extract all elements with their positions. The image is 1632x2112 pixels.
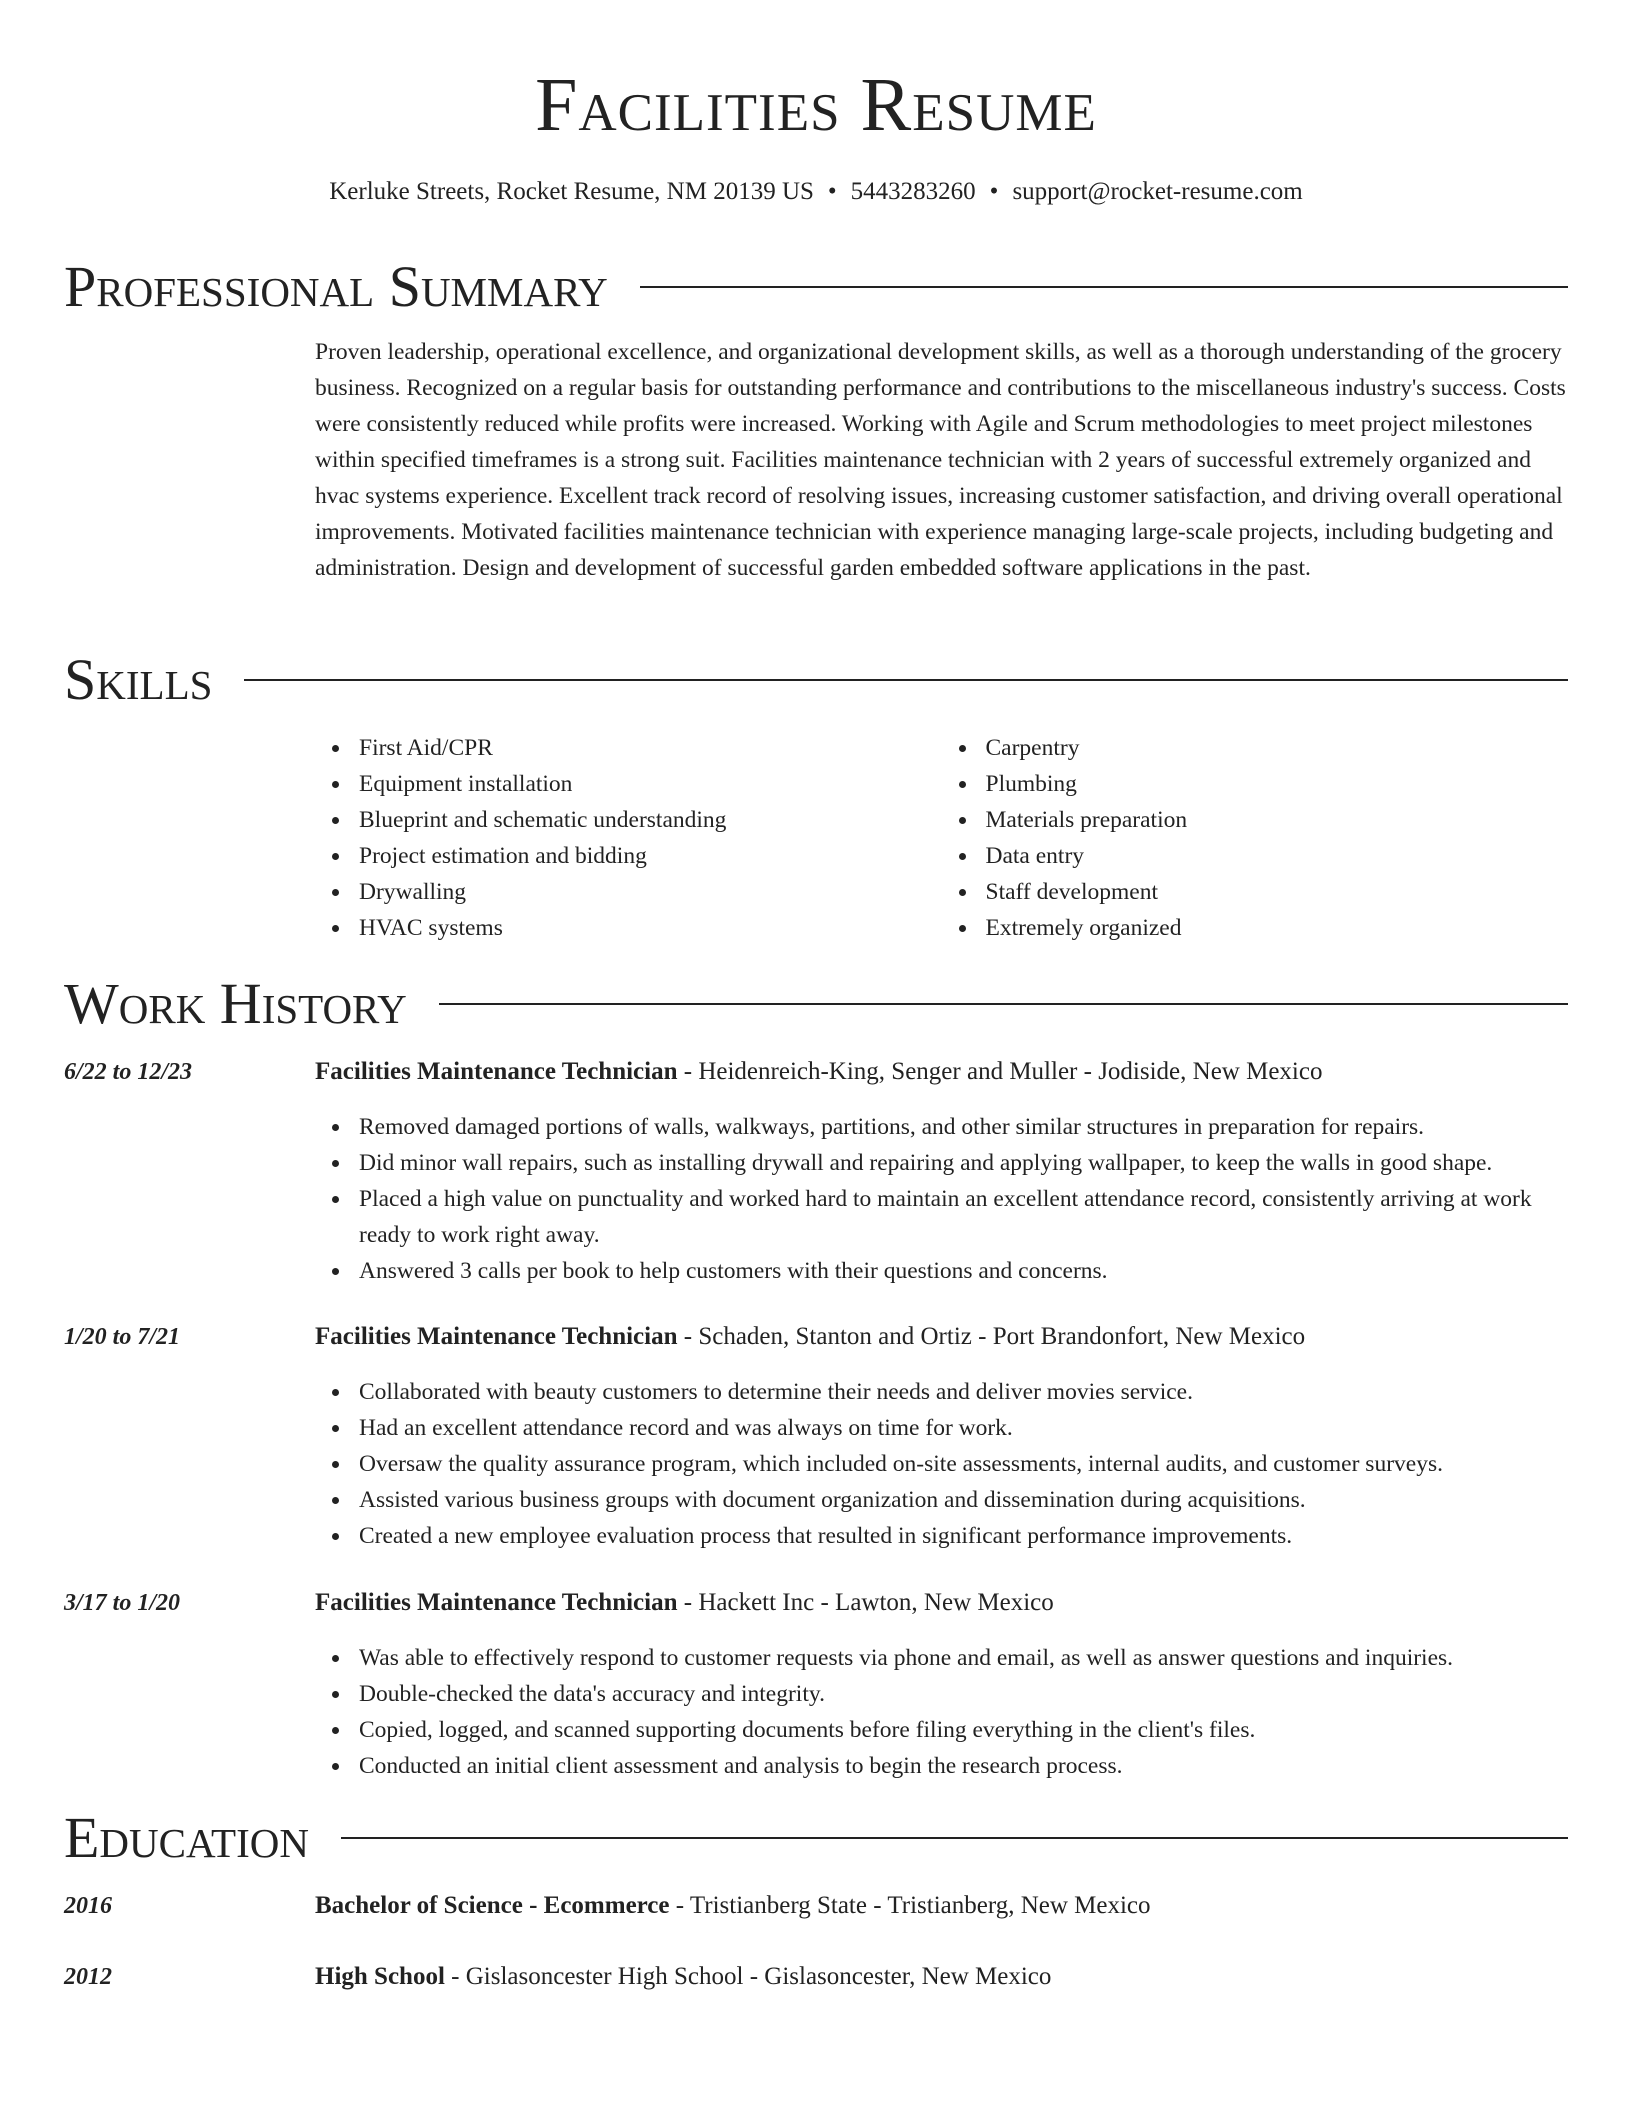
section-divider [244, 679, 1568, 681]
education-degree: High School [315, 1963, 445, 1990]
skill-item: Drywalling [359, 874, 942, 910]
skill-item: Plumbing [986, 766, 1569, 802]
job-bullet: Assisted various business groups with document organization and dissemination during acquisitions. [359, 1482, 1575, 1518]
job-bullet: Answered 3 calls per book to help customers with their questions and concerns. [359, 1253, 1575, 1289]
skill-item: Blueprint and schematic understanding [359, 802, 942, 838]
job-bullets [315, 1374, 1575, 1554]
work-section-heading [64, 972, 1568, 1036]
job-bullets [315, 1640, 1575, 1784]
skills-left-list [315, 730, 942, 946]
job-bullet: Copied, logged, and scanned supporting documents before filing everything in the client's files. [359, 1712, 1575, 1748]
contact-phone: 5443283260 [850, 178, 976, 205]
job-dates: 3/17 to 1/20 [64, 1590, 181, 1616]
education-year: 2016 [64, 1893, 112, 1919]
education-year: 2012 [64, 1964, 112, 1990]
job-bullet: Double-checked the data's accuracy and integrity. [359, 1676, 1575, 1712]
work-heading: Work History [64, 971, 407, 1036]
job-dates: 6/22 to 12/23 [64, 1059, 193, 1085]
job-dates: 1/20 to 7/21 [64, 1324, 181, 1350]
job-bullet: Created a new employee evaluation process that resulted in significant performance improvements. [359, 1518, 1575, 1554]
job-bullet: Removed damaged portions of walls, walkways, partitions, and other similar structures in preparation for repairs. [359, 1109, 1575, 1145]
resume-page [64, 0, 1568, 1990]
job-title: Facilities Maintenance Technician [315, 1323, 678, 1350]
education-line [315, 1959, 1051, 1995]
skills-section-heading [64, 648, 1568, 712]
contact-separator: • [827, 178, 837, 205]
education-details: - Gislasoncester High School - Gislasoncester, New Mexico [444, 1963, 1052, 1990]
skill-item: Staff development [986, 874, 1569, 910]
contact-line [64, 176, 1568, 208]
job-details: - Hackett Inc - Lawton, New Mexico [677, 1589, 1054, 1616]
job-details: - Schaden, Stanton and Ortiz - Port Brandonfort, New Mexico [677, 1323, 1306, 1350]
contact-separator: • [989, 178, 999, 205]
skill-item: Materials preparation [986, 802, 1569, 838]
job-bullet: Did minor wall repairs, such as installing drywall and repairing and applying wallpaper, to keep the walls in good shape. [359, 1145, 1575, 1181]
job-details: - Heidenreich-King, Senger and Muller - Jodiside, New Mexico [677, 1058, 1323, 1085]
summary-section-heading [64, 255, 1568, 319]
contact-email: support@rocket-resume.com [1012, 178, 1303, 205]
skill-item: Carpentry [986, 730, 1569, 766]
contact-address: Kerluke Streets, Rocket Resume, NM 20139 US [329, 178, 814, 205]
section-divider [341, 1837, 1568, 1839]
skill-item: HVAC systems [359, 910, 942, 946]
section-divider [439, 1003, 1568, 1005]
job-title-line [315, 1054, 1322, 1090]
job-title: Facilities Maintenance Technician [315, 1058, 678, 1085]
summary-heading: Professional Summary [64, 254, 608, 319]
skills-block [315, 730, 1568, 946]
job-bullet: Conducted an initial client assessment and analysis to begin the research process. [359, 1748, 1575, 1784]
education-degree: Bachelor of Science - Ecommerce [315, 1892, 670, 1919]
job-bullets [315, 1109, 1575, 1289]
skills-heading: Skills [64, 647, 213, 712]
job-title-line [315, 1585, 1054, 1621]
resume-name: Facilities Resume [535, 63, 1097, 147]
job-bullet: Was able to effectively respond to customer requests via phone and email, as well as answer questions and inquiries. [359, 1640, 1575, 1676]
job-title: Facilities Maintenance Technician [315, 1589, 678, 1616]
skill-item: Project estimation and bidding [359, 838, 942, 874]
education-heading: Education [64, 1805, 309, 1870]
skill-item: Equipment installation [359, 766, 942, 802]
section-divider [640, 286, 1568, 288]
skill-item: Data entry [986, 838, 1569, 874]
summary-text: Proven leadership, operational excellence, and organizational development skills, as well as a thorough understanding of the grocery business. Recognized on a regular basis for outstanding performance and contributions to the miscellaneous industry's success. Costs were consistently reduced while profits were increased. Working with Agile and Scrum methodologies to meet project milestones within specified timeframes is a strong suit. Facilities maintenance technician with 2 years of successful extremely organized and hvac systems experience. Excellent track record of resolving issues, increasing customer satisfaction, and driving overall operational improvements. Motivated facilities maintenance technician with experience managing large-scale projects, including budgeting and administration. Design and development of successful garden embedded software applications in the past. [315, 339, 1566, 581]
job-bullet: Oversaw the quality assurance program, which included on-site assessments, internal audits, and customer surveys. [359, 1446, 1575, 1482]
skill-item: First Aid/CPR [359, 730, 942, 766]
job-bullet: Had an excellent attendance record and was always on time for work. [359, 1410, 1575, 1446]
summary-block [315, 334, 1568, 586]
skills-right-list [942, 730, 1569, 946]
education-section-heading [64, 1806, 1568, 1870]
job-bullet: Placed a high value on punctuality and worked hard to maintain an excellent attendance record, consistently arriving at work ready to work right away. [359, 1181, 1575, 1253]
education-line [315, 1888, 1151, 1924]
job-title-line [315, 1319, 1305, 1355]
education-details: - Tristianberg State - Tristianberg, New Mexico [669, 1892, 1151, 1919]
skill-item: Extremely organized [986, 910, 1569, 946]
job-bullet: Collaborated with beauty customers to determine their needs and deliver movies service. [359, 1374, 1575, 1410]
